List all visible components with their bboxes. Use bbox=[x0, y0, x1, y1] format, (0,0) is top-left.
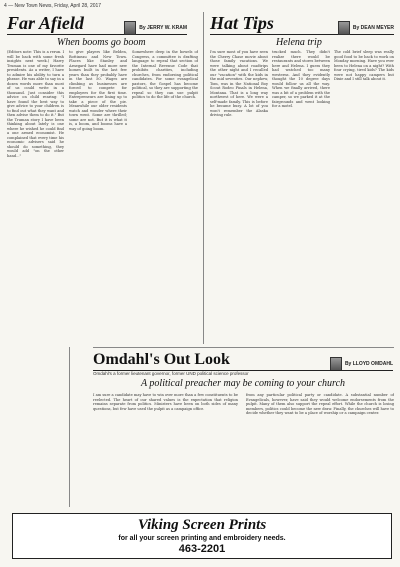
folio-bar bbox=[4, 3, 396, 11]
section-divider bbox=[93, 347, 394, 348]
byline bbox=[330, 357, 393, 371]
author-name: By JERRY W. KRAM bbox=[139, 25, 187, 31]
hat-tips-column-2: trucked much. They didn't realize there would be restaurants and stores between here and Helena. I guess they had watched too many westerns. And they evidently thought the 10 degree days would follow us all the way. When we finally arrived, there was a bit of a problem with the camper, so we parked it at the fairgrounds and went looking for a motel. bbox=[272, 50, 330, 108]
far-afield-column-1: (Editors note: This is a rerun. I will be back with some fresh insights next week.) Harry Truman is one of my favorite presidents. As a writer, I have to admire his ability to turn a phrase. He was able to say in a dozen words more than most of us could write in a thousand. Just consider this advice on child rearing: "I have found the best way to give advice to your children is to find out what they want and then advise them to do it." But the Truman story I have been thinking about lately is one where he wished he could find a one armed economist. He complained that every time his economic advisers said he should do something, they would add "on the other hand..." bbox=[7, 50, 64, 158]
hat-tips-column-1: I'm sure most of you have seen the Cherry Chase movie about those family vacations. We were talking about roadtrips the other night and I recalled our "vacation" with the kids in the mid seventies. Our nephew, Tom, was in the National Boy Scout Rodeo Finals in Helena, Montana. That is a long way northwest of here. We were a self-made family. This is before he became busy. A lot of you won't remember the Alaska driving rule. bbox=[210, 50, 268, 117]
omdahl-column-1: I am sure a candidate may have to win over more than a few constituents to be reelected. The heart of our shared values is the expectation that religion remains separate from politics. Ministers have been on both sides of many questions, but few have used the pulpit as a campaign office. bbox=[93, 393, 238, 411]
far-afield-column-2: to give players like Belden, Bottineau and New Town. Places like Stanley and Arnegard have had more new homes built in the last few years than they probably have in the last 50. Wages are climbing as businesses are forced to compete for employees for the first time. Entrepreneurs are lining up to take a piece of the pie. Meanwhile our older residents watch and wonder where their town went. Some are thrilled; some are not. But it is what it is, a boom, and booms have a way of going boom. bbox=[69, 50, 127, 131]
author-photo bbox=[124, 21, 136, 35]
author-name: By LLOYD OMDAHL bbox=[344, 361, 393, 367]
hat-tips-header bbox=[210, 12, 394, 35]
author-name: By DEAN MEYER bbox=[352, 25, 394, 31]
far-afield-header bbox=[7, 12, 187, 35]
hat-tips-column-3: The cold brief sleep was really good food to be back to work on Monday morning. Have you ever been to Helena on a night? With four crying, tired kids? The kids were not happy campers but Dixie and I still talk about it. bbox=[334, 50, 394, 81]
author-photo bbox=[338, 21, 350, 35]
omdahl-subtitle: A political preacher may be coming to your church bbox=[140, 378, 346, 389]
byline bbox=[338, 21, 394, 35]
column-divider bbox=[203, 12, 204, 344]
column-tagline: Omdahl's a former lieutenant governor, former UND political science professor bbox=[93, 371, 249, 376]
hat-tips-subtitle: Helena trip bbox=[276, 37, 322, 48]
column-title: Omdahl's Out Look bbox=[93, 351, 230, 368]
ad-business-name: Viking Screen Prints bbox=[137, 517, 267, 533]
column-title: Far Afield bbox=[7, 13, 84, 33]
folio-left: 4 — New Town News, Friday, April 28, 2017 bbox=[4, 3, 102, 9]
viking-screen-prints-ad bbox=[12, 513, 392, 559]
author-photo bbox=[330, 357, 342, 371]
far-afield-column-3: Somewhere deep in the bowels of Congress, a committee is drafting language to repeal that section of the Internal Revenue Code that prohibits charities, including churches, from endorsing political candidates. For some evangelical pastors, the Gospel has become political, so they are supporting the repeal so they can use pulpit politics to do the life of the church. bbox=[132, 50, 198, 99]
omdahl-header bbox=[93, 351, 393, 391]
far-afield-subtitle: When booms go boom bbox=[57, 37, 146, 48]
byline bbox=[124, 21, 187, 35]
column-title: Hat Tips bbox=[210, 13, 274, 33]
column-divider bbox=[69, 347, 70, 507]
ad-phone-number: 463-2201 bbox=[178, 543, 226, 555]
omdahl-column-2: from any particular political party or candidate. A substantial number of Evangelicals, however, have said they would welcome endorsements from the pulpit. Many of them also support the repeal effort. While the church is losing members, politics could become the new draw. Finally, the churches will have to decide whether they want to be a place of worship or a campaign center. bbox=[246, 393, 394, 415]
ad-tagline: for all your screen printing and embroidery needs. bbox=[118, 535, 286, 542]
